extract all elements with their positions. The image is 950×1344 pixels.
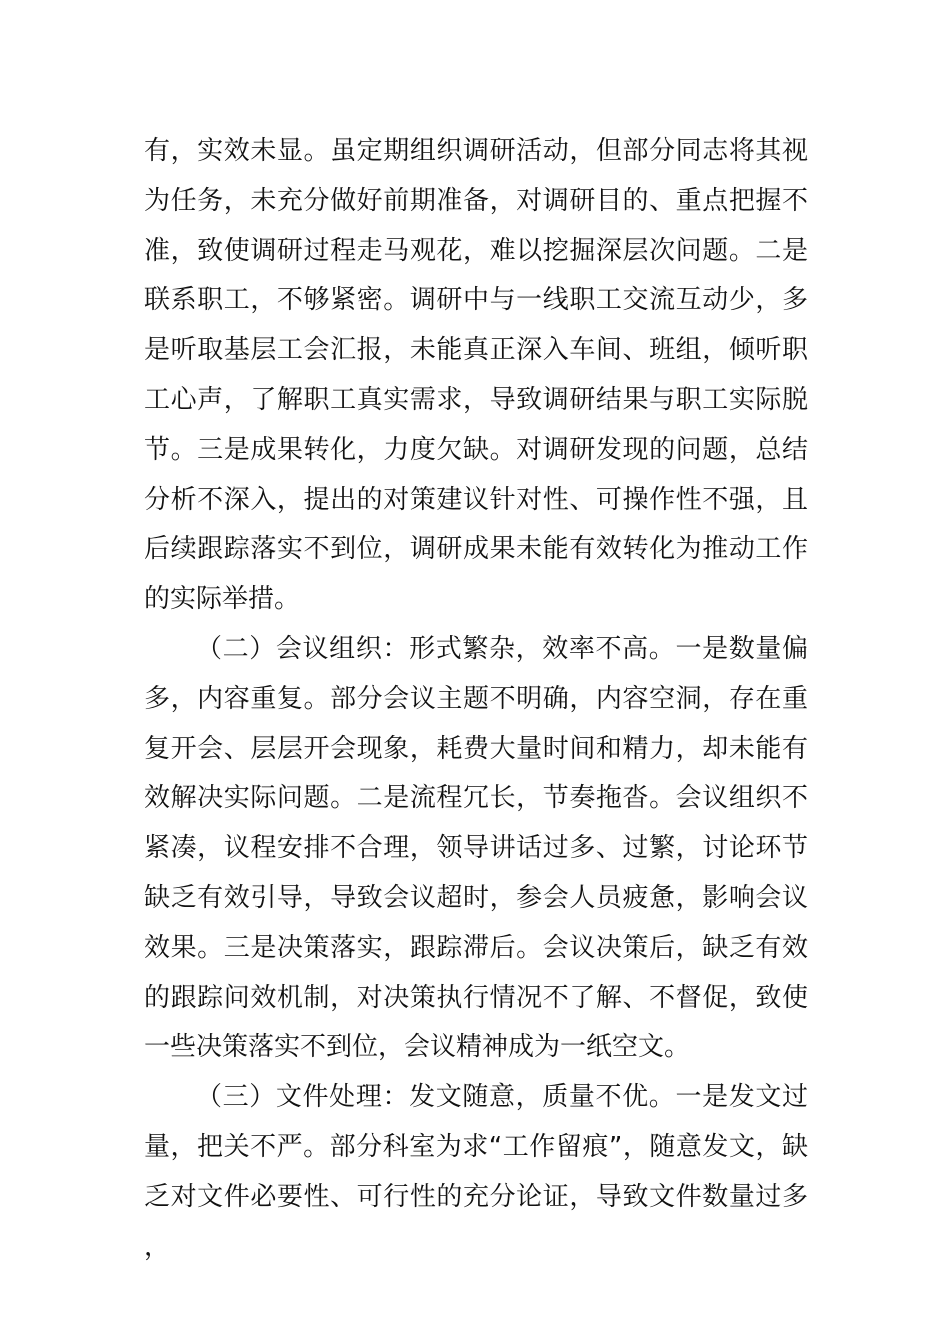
- paragraph-continued: 有，实效未显。虽定期组织调研活动，但部分同志将其视为任务，未充分做好前期准备，对调研目的、重点把握不准，致使调研过程走马观花，难以挖掘深层次问题。二是联系职工，不够紧密。调研中与一线职工交流互动少，多是听取基层工会汇报，未能真正深入车间、班组，倾听职工心声，了解职工真实需求，导致调研结果与职工实际脱节。三是成果转化，力度欠缺。对调研发现的问题，总结分析不深入，提出的对策建议针对性、可操作性不强，且后续跟踪落实不到位，调研成果未能有效转化为推动工作的实际举措。: [144, 136, 808, 615]
- document-body: [144, 127, 808, 1272]
- paragraph-meeting-organization: （二）会议组织：形式繁杂，效率不高。一是数量偏多，内容重复。部分会议主题不明确，内容空洞，存在重复开会、层层开会现象，耗费大量时间和精力，却未能有效解决实际问题。二是流程冗长，节奏拖沓。会议组织不紧凑，议程安排不合理，领导讲话过多、过繁，讨论环节缺乏有效引导，导致会议超时，参会人员疲惫，影响会议效果。三是决策落实，跟踪滞后。会议决策后，缺乏有效的跟踪问效机制，对决策执行情况不了解、不督促，致使一些决策落实不到位，会议精神成为一纸空文。: [144, 633, 808, 1063]
- paragraph-document-processing: （三）文件处理：发文随意，质量不优。一是发文过量，把关不严。部分科室为求“工作留痕”，随意发文，缺乏对文件必要性、可行性的充分论证，导致文件数量过多，: [144, 1082, 808, 1262]
